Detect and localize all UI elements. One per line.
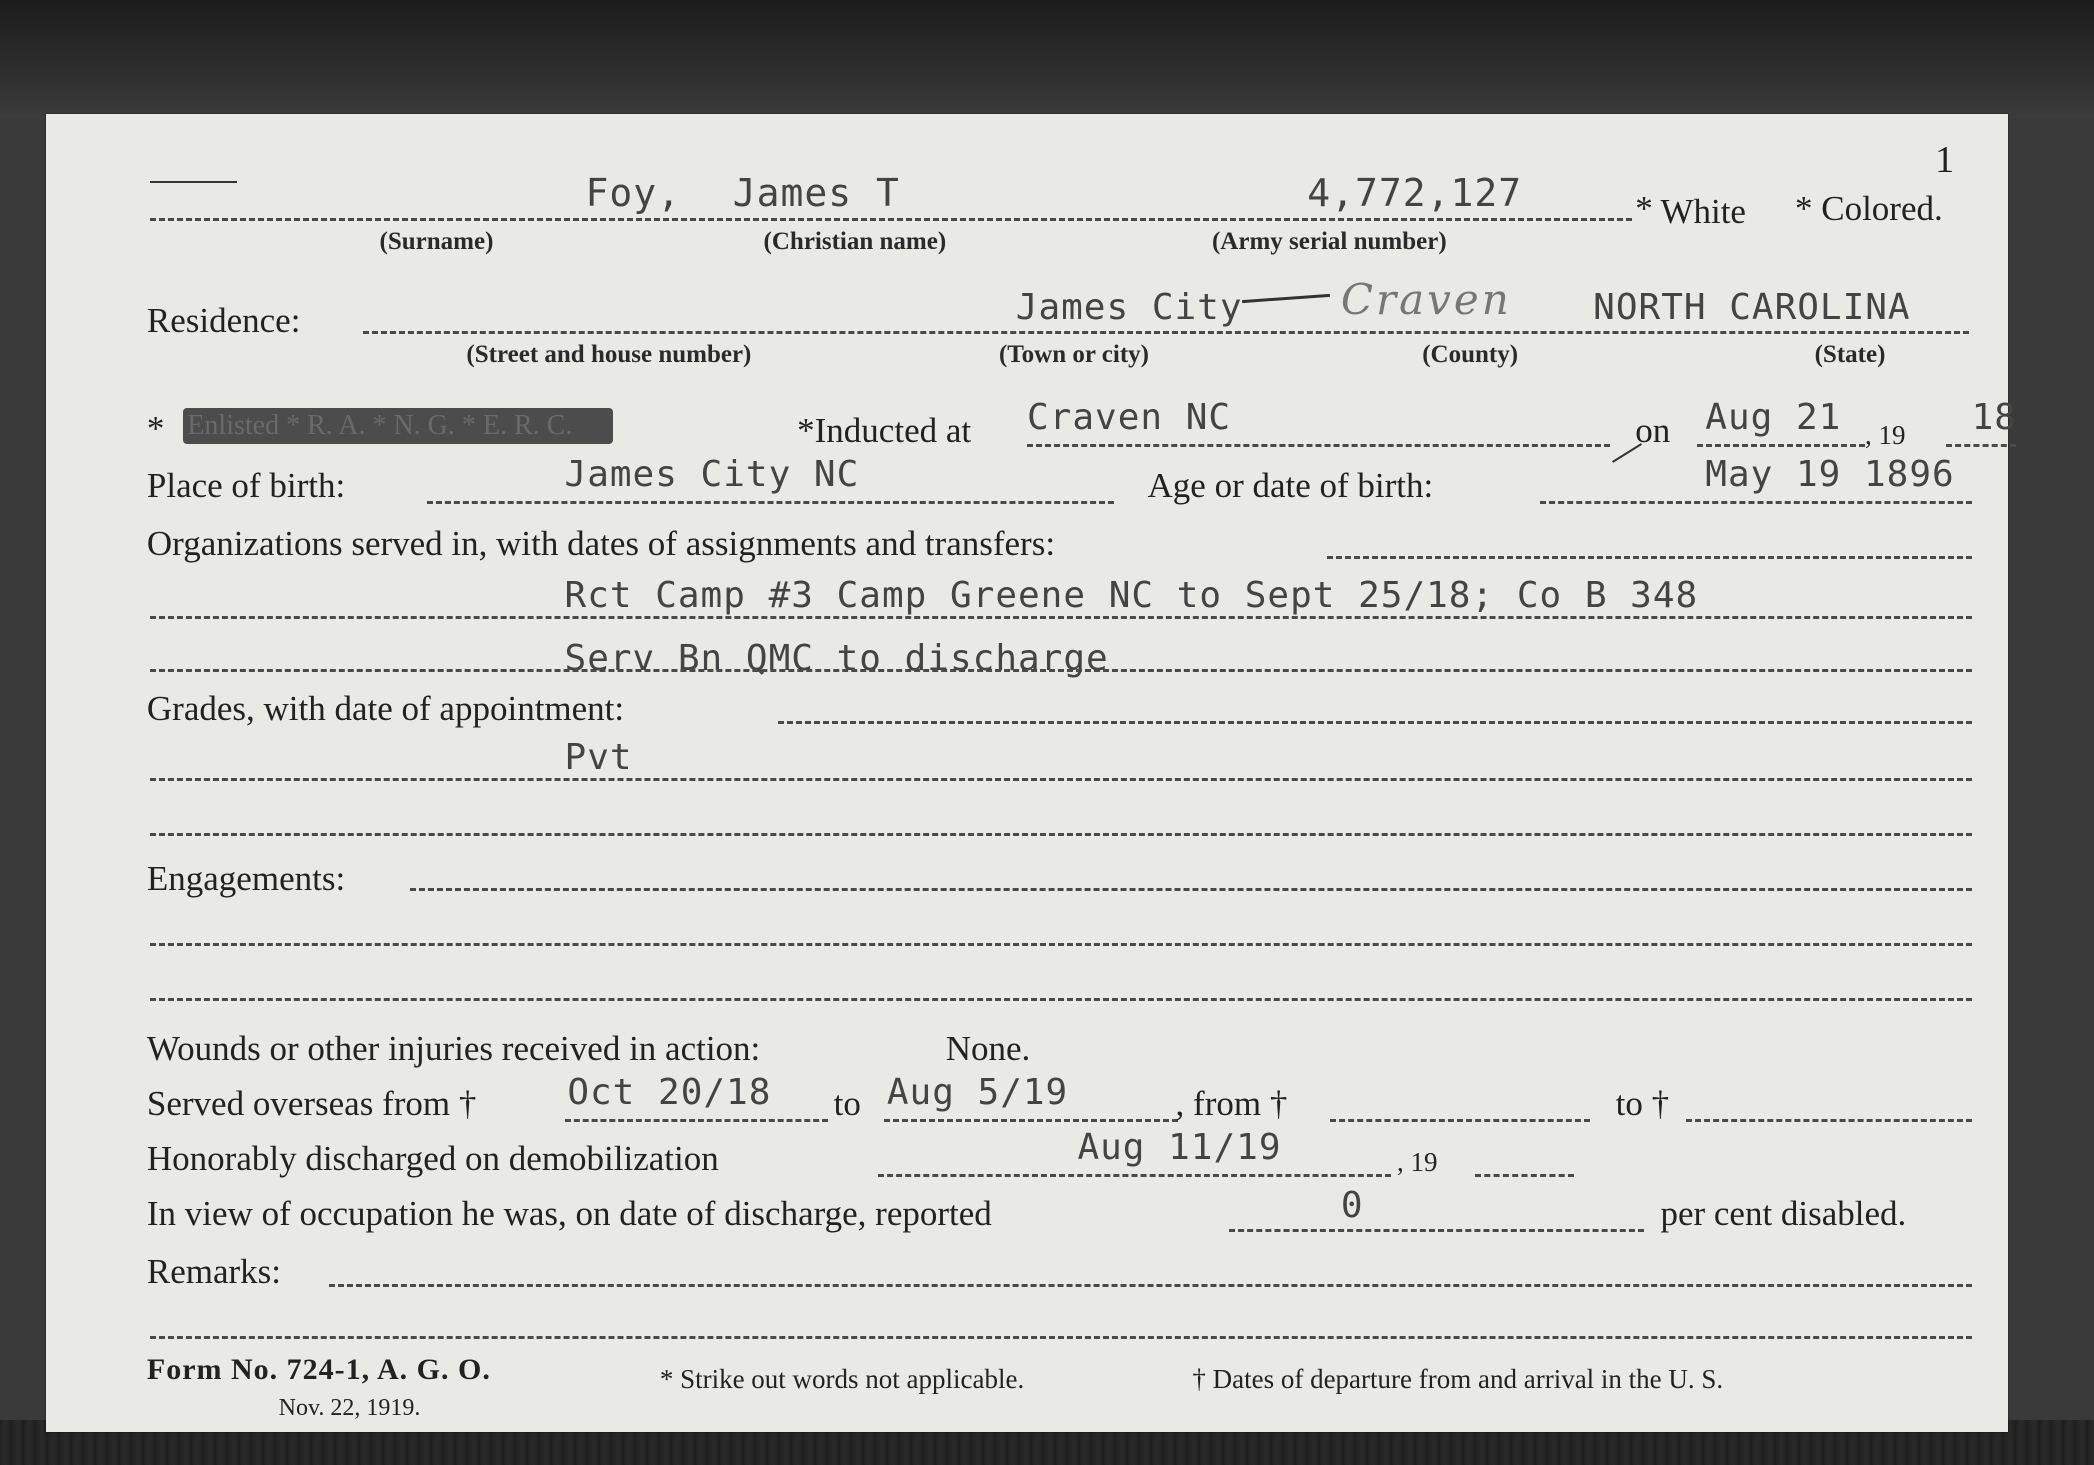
overseas-to2-label: to †	[1615, 1084, 1670, 1124]
discharge-date: Aug 11/19	[1077, 1126, 1282, 1168]
christian-name-value: James T	[732, 171, 900, 216]
name-line	[150, 218, 1633, 221]
date-of-birth-line	[1540, 501, 1972, 504]
surname-value: Foy,	[585, 171, 682, 216]
grades-label: Grades, with date of appointment:	[146, 688, 625, 728]
overseas-to2-line	[1686, 1119, 1972, 1122]
organizations-line-1	[150, 616, 1972, 619]
caption-serial-number: (Army serial number)	[1211, 228, 1447, 256]
residence-town: James City	[1015, 286, 1243, 328]
overseas-to-line	[884, 1119, 1178, 1122]
residence-state: NORTH CAROLINA	[1593, 286, 1911, 328]
grades-line-1	[150, 778, 1972, 781]
footnote-dates: † Dates of departure from and arrival in the U. S.	[1192, 1364, 1724, 1395]
wounds-label: Wounds or other injuries received in action:	[146, 1029, 761, 1069]
top-left-rule	[150, 181, 237, 183]
overseas-label: Served overseas from †	[146, 1084, 477, 1124]
organizations-label: Organizations served in, with dates of assignments and transfers:	[146, 523, 1056, 563]
residence-line	[363, 331, 1969, 334]
race-white-strikeout	[1242, 294, 1330, 303]
induction-year-prefix: , 19	[1865, 419, 1906, 450]
engagements-line-2	[150, 998, 1972, 1001]
residence-county: Craven	[1340, 274, 1512, 324]
on-label: on	[1635, 411, 1671, 451]
race-colored: * Colored.	[1794, 188, 1943, 228]
organizations-line-2	[150, 669, 1972, 672]
overseas-from2-line	[1330, 1119, 1591, 1122]
caption-town: (Town or city)	[998, 340, 1149, 368]
service-record-card	[46, 114, 2017, 1432]
discharge-year-prefix: , 19	[1396, 1147, 1438, 1178]
card-number: 1	[1935, 139, 1955, 182]
caption-surname: (Surname)	[379, 228, 494, 256]
induction-year: 18	[1971, 396, 2017, 438]
organizations-line1-value: Rct Camp #3 Camp Greene NC to Sept 25/18; Co B 348	[564, 575, 1699, 617]
grades-line-0	[778, 721, 1972, 724]
inducted-at-value: Craven NC	[1027, 396, 1232, 438]
place-of-birth-value: James City NC	[564, 454, 860, 496]
redacted-enlistment-types: Enlisted * R. A. * N. G. * E. R. C.	[183, 408, 613, 444]
engagements-line-0	[410, 888, 1971, 891]
overseas-from-date: Oct 20/18	[567, 1072, 772, 1114]
place-of-birth-label: Place of birth:	[146, 466, 346, 506]
residence-label: Residence:	[146, 301, 301, 341]
remarks-line-1	[150, 1336, 1972, 1339]
disability-label: In view of occupation he was, on date of discharge, reported	[146, 1193, 992, 1233]
discharge-label: Honorably discharged on demobilization	[146, 1138, 719, 1178]
disability-value: 0	[1340, 1184, 1364, 1226]
induction-date-line	[1697, 444, 1865, 447]
discharge-year-line	[1475, 1174, 1573, 1177]
scanner-background-top	[0, 0, 2094, 118]
induction-year-line	[1946, 444, 2016, 447]
race-star: *	[1635, 188, 1653, 228]
caption-christian-name: (Christian name)	[763, 228, 947, 256]
date-of-birth-value: May 19 1896	[1705, 454, 1955, 496]
engagements-label: Engagements:	[146, 858, 346, 898]
overseas-from-line	[565, 1119, 828, 1122]
disability-suffix: per cent disabled.	[1660, 1193, 1907, 1233]
disability-line	[1229, 1229, 1644, 1232]
overseas-to-label: to	[833, 1084, 861, 1124]
induction-date: Aug 21	[1705, 396, 1842, 438]
overseas-to-date: Aug 5/19	[886, 1072, 1069, 1114]
engagements-line-1	[150, 943, 1972, 946]
wounds-value: None.	[945, 1029, 1031, 1069]
caption-street: (Street and house number)	[466, 340, 752, 368]
form-number: Form No. 724-1, A. G. O.	[146, 1353, 491, 1387]
footnote-strike: * Strike out words not applicable.	[659, 1364, 1025, 1395]
serial-number-value: 4,772,127	[1307, 171, 1523, 216]
caption-state: (State)	[1814, 340, 1886, 368]
age-label: Age or date of birth:	[1147, 466, 1434, 506]
place-of-birth-line	[427, 501, 1114, 504]
discharge-line	[878, 1174, 1391, 1177]
remarks-line-0	[329, 1284, 1971, 1287]
grades-value: Pvt	[564, 737, 633, 779]
organizations-line-0	[1327, 556, 1972, 559]
overseas-from2-label: , from †	[1175, 1084, 1288, 1124]
inducted-label: *Inducted at	[797, 411, 972, 451]
form-date: Nov. 22, 1919.	[278, 1395, 421, 1422]
organizations-line2-value: Serv Bn QMC to discharge	[564, 638, 1109, 680]
inducted-line	[1027, 444, 1610, 447]
caption-county: (County)	[1422, 340, 1519, 368]
remarks-label: Remarks:	[146, 1251, 282, 1291]
race-white: White	[1660, 191, 1746, 231]
grades-line-2	[150, 833, 1972, 836]
enlistment-star: *	[146, 408, 165, 448]
